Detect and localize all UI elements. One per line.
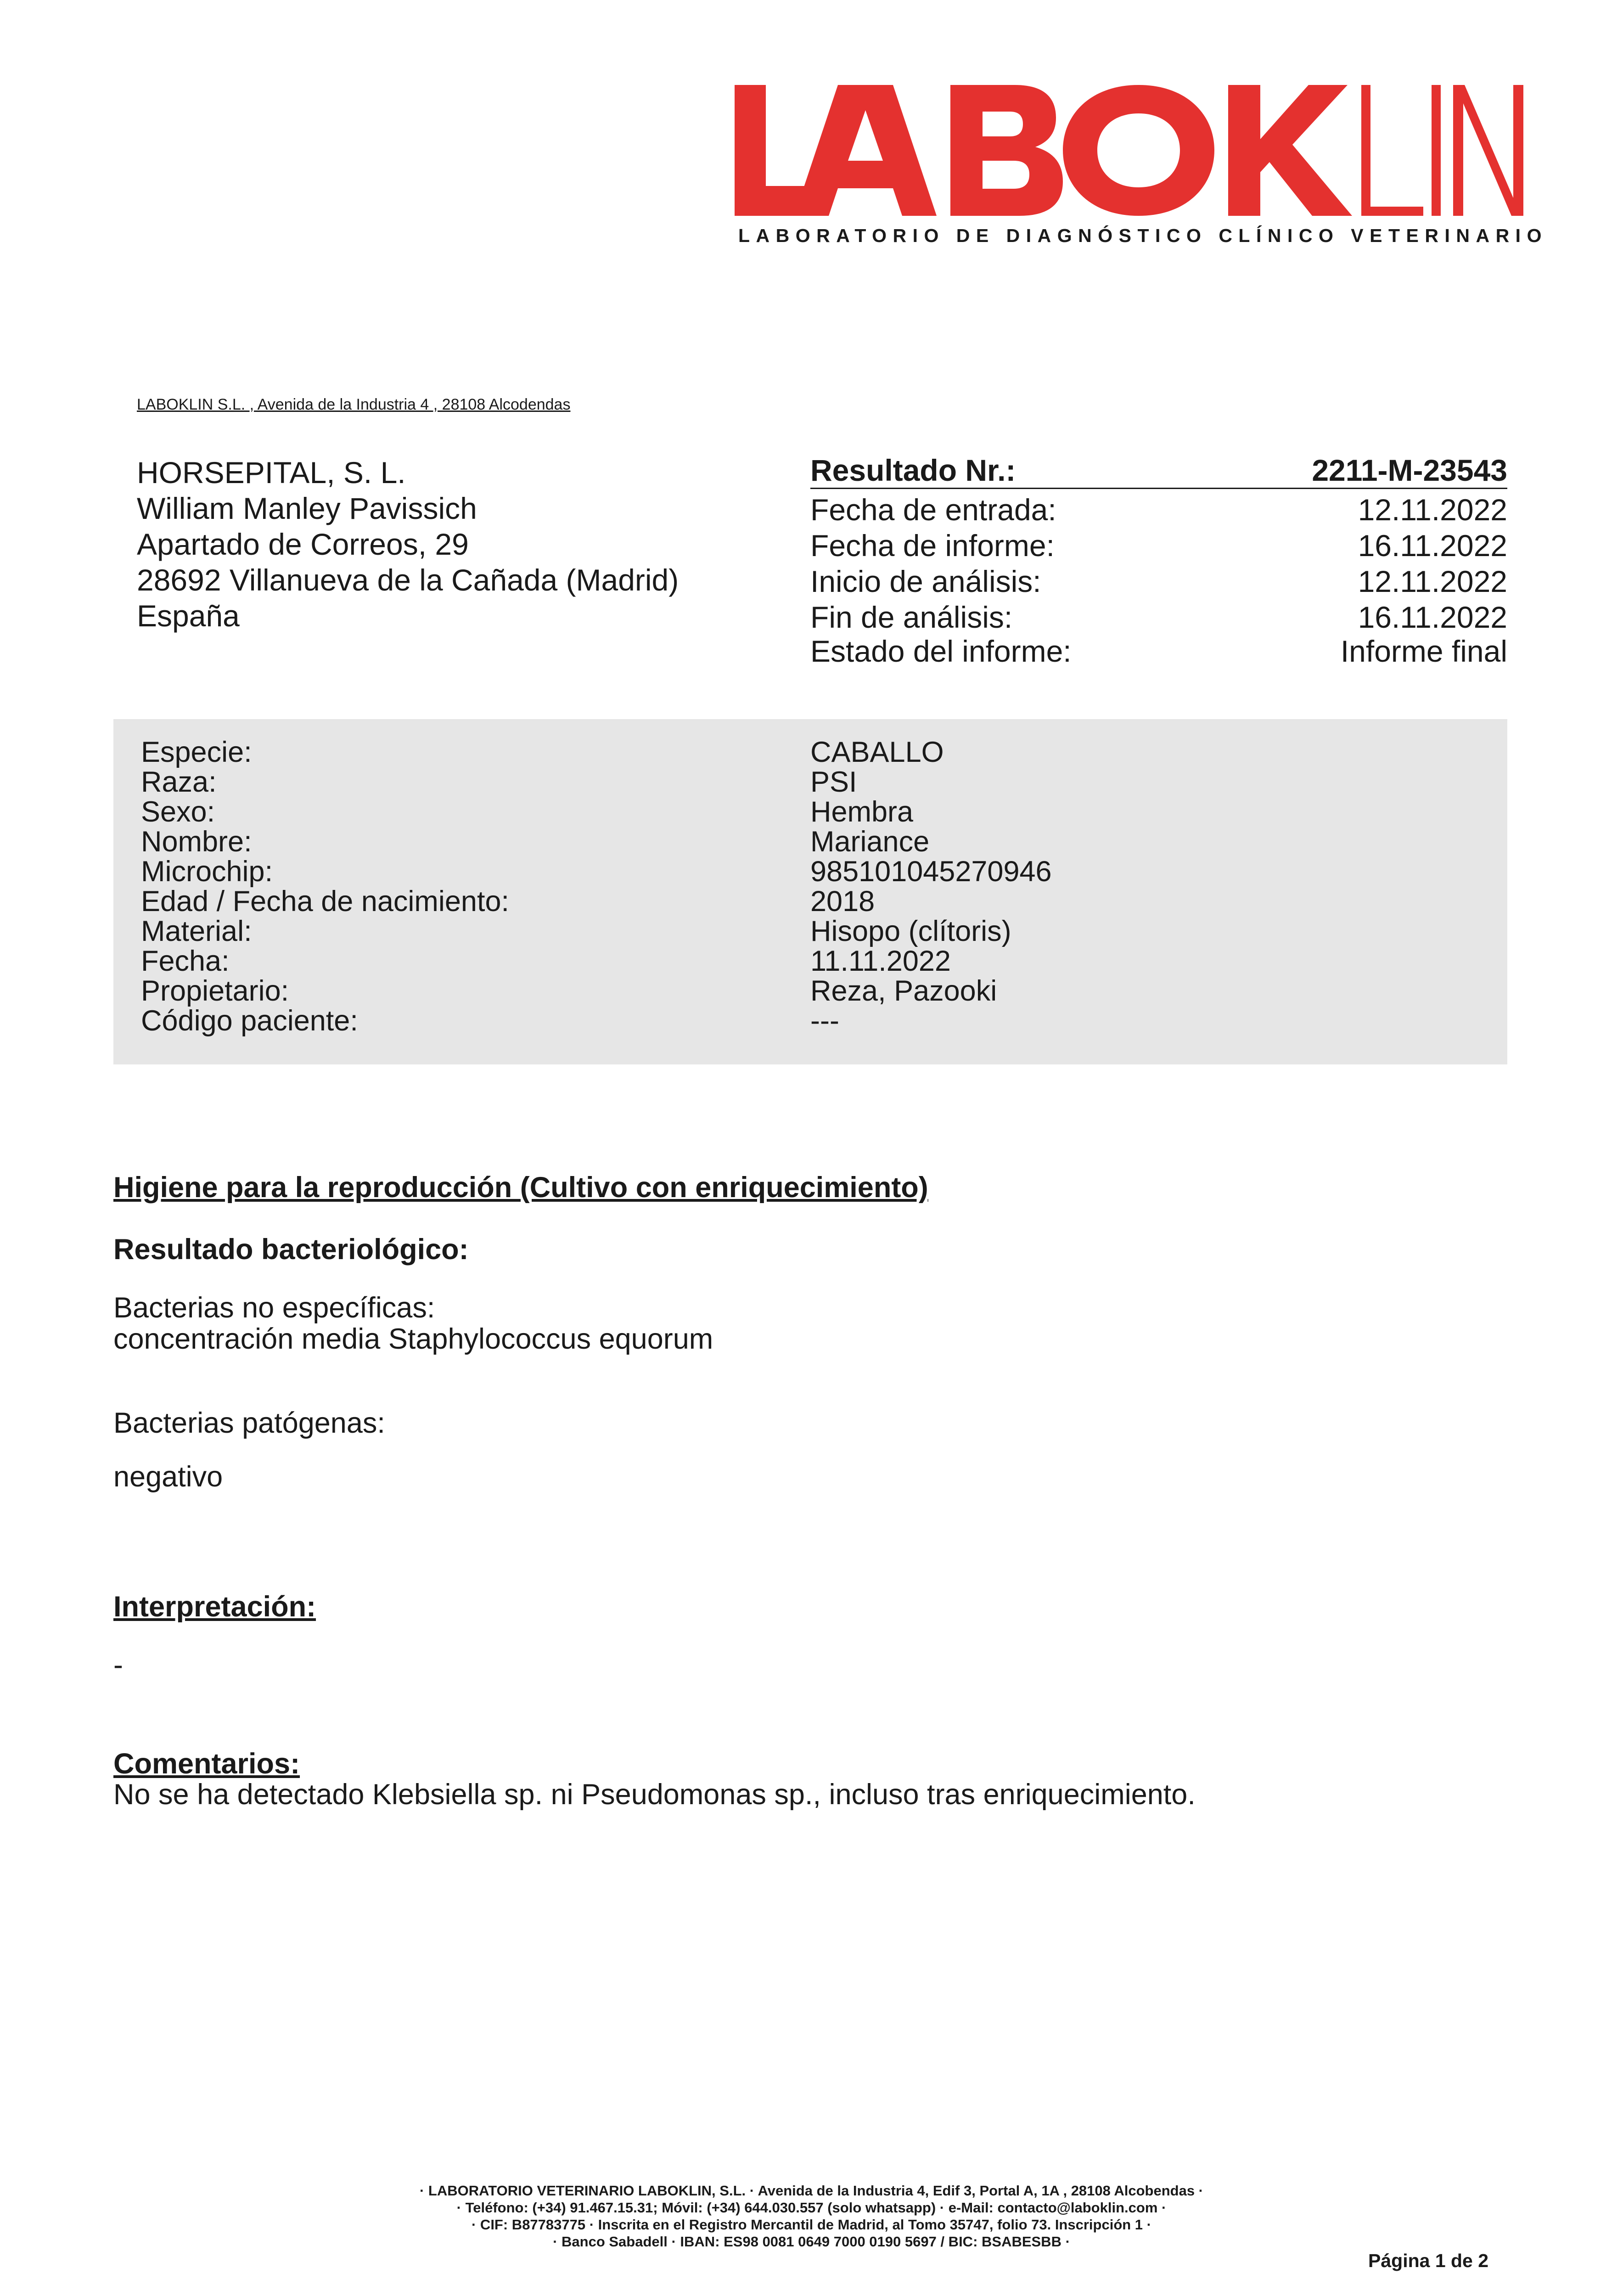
meta-value: 12.11.2022 <box>1358 564 1507 598</box>
comments-heading: Comentarios: <box>113 1748 300 1780</box>
patient-value: 11.11.2022 <box>810 945 951 977</box>
meta-row <box>810 563 1507 599</box>
meta-row <box>810 599 1507 635</box>
patient-row <box>141 767 1052 797</box>
recipient-street: Apartado de Correos, 29 <box>137 527 469 561</box>
recipient-company: HORSEPITAL, S. L. <box>137 456 406 490</box>
patient-row <box>141 827 1052 857</box>
patient-value: 985101045270946 <box>810 855 1052 888</box>
nonspecific-bacteria-label: Bacterias no específicas: <box>113 1292 435 1324</box>
patient-label: Fecha: <box>141 945 230 977</box>
meta-row <box>810 528 1507 563</box>
patient-value: Hembra <box>810 796 914 828</box>
patient-row <box>141 797 1052 827</box>
bacteriological-heading: Resultado bacteriológico: <box>113 1233 469 1266</box>
pathogenic-bacteria-label: Bacterias patógenas: <box>113 1407 385 1439</box>
footer <box>0 2182 1623 2250</box>
footer-line: · LABORATORIO VETERINARIO LABOKLIN, S.L. · Avenida de la Industria 4, Edif 3, Portal A, 1A , 28108 Alcobendas · <box>420 2183 1203 2199</box>
meta-label: Fin de análisis: <box>810 600 1013 634</box>
interpretation-value: - <box>113 1649 123 1681</box>
meta-label: Inicio de análisis: <box>810 564 1041 598</box>
laboklin-logo <box>735 85 1523 216</box>
pathogenic-bacteria-value: negativo <box>113 1461 223 1493</box>
meta-value: 16.11.2022 <box>1358 600 1507 634</box>
recipient-contact: William Manley Pavissich <box>137 491 477 525</box>
patient-info-panel <box>113 719 1507 1064</box>
patient-value: Hisopo (clítoris) <box>810 915 1011 947</box>
patient-label: Sexo: <box>141 796 215 828</box>
patient-value: CABALLO <box>810 736 944 768</box>
comments-value: No se ha detectado Klebsiella sp. ni Pseudomonas sp., incluso tras enriquecimiento. <box>113 1778 1196 1811</box>
patient-row <box>141 1006 1052 1036</box>
patient-value: --- <box>810 1005 839 1037</box>
patient-value: 2018 <box>810 885 875 917</box>
patient-row <box>141 857 1052 887</box>
patient-label: Especie: <box>141 736 252 768</box>
result-number-value: 2211-M-23543 <box>1312 453 1507 487</box>
patient-row <box>141 737 1052 767</box>
meta-label: Estado del informe: <box>810 634 1072 668</box>
result-number-row <box>810 455 1507 489</box>
patient-label: Código paciente: <box>141 1005 358 1037</box>
patient-value: Reza, Pazooki <box>810 975 997 1007</box>
patient-info-grid <box>141 737 1052 1036</box>
meta-value: 16.11.2022 <box>1358 529 1507 563</box>
patient-label: Material: <box>141 915 252 947</box>
recipient-country: España <box>137 599 240 633</box>
recipient-city: 28692 Villanueva de la Cañada (Madrid) <box>137 563 679 597</box>
patient-row <box>141 976 1052 1006</box>
footer-line: · CIF: B87783775 · Inscrita en el Registro Mercantil de Madrid, al Tomo 35747, folio 73. Inscripción 1 · <box>472 2217 1151 2233</box>
patient-label: Propietario: <box>141 975 289 1007</box>
nonspecific-bacteria-value: concentración media Staphylococcus equorum <box>113 1323 713 1355</box>
meta-row <box>810 492 1507 528</box>
lab-tagline: LABORATORIO DE DIAGNÓSTICO CLÍNICO VETERINARIO <box>738 225 1548 246</box>
patient-row <box>141 917 1052 946</box>
meta-label: Fecha de entrada: <box>810 493 1056 527</box>
patient-value: PSI <box>810 766 857 798</box>
patient-row <box>141 946 1052 976</box>
meta-label: Fecha de informe: <box>810 529 1055 563</box>
report-meta <box>810 455 1507 667</box>
patient-label: Raza: <box>141 766 217 798</box>
page-number: Página 1 de 2 <box>1368 2250 1489 2271</box>
footer-line: · Banco Sabadell · IBAN: ES98 0081 0649 7000 0190 5697 / BIC: BSABESBB · <box>553 2234 1070 2250</box>
meta-value: Informe final <box>1340 634 1507 668</box>
laboklin-logo-mark <box>735 85 1523 216</box>
test-title: Higiene para la reproducción (Cultivo con enriquecimiento) <box>113 1171 928 1204</box>
result-number-label: Resultado Nr.: <box>810 453 1016 487</box>
footer-line: · Teléfono: (+34) 91.467.15.31; Móvil: (+34) 644.030.557 (solo whatsapp) · e-Mail: contacto@laboklin.com · <box>456 2200 1167 2216</box>
meta-value: 12.11.2022 <box>1358 493 1507 527</box>
recipient-address <box>137 455 679 634</box>
patient-value: Mariance <box>810 826 930 858</box>
meta-row <box>810 635 1507 667</box>
patient-row <box>141 887 1052 917</box>
patient-label: Microchip: <box>141 855 273 888</box>
interpretation-heading: Interpretación: <box>113 1591 316 1623</box>
patient-label: Nombre: <box>141 826 252 858</box>
patient-label: Edad / Fecha de nacimiento: <box>141 885 509 917</box>
sender-address: LABOKLIN S.L. , Avenida de la Industria 4 , 28108 Alcodendas <box>137 396 571 413</box>
